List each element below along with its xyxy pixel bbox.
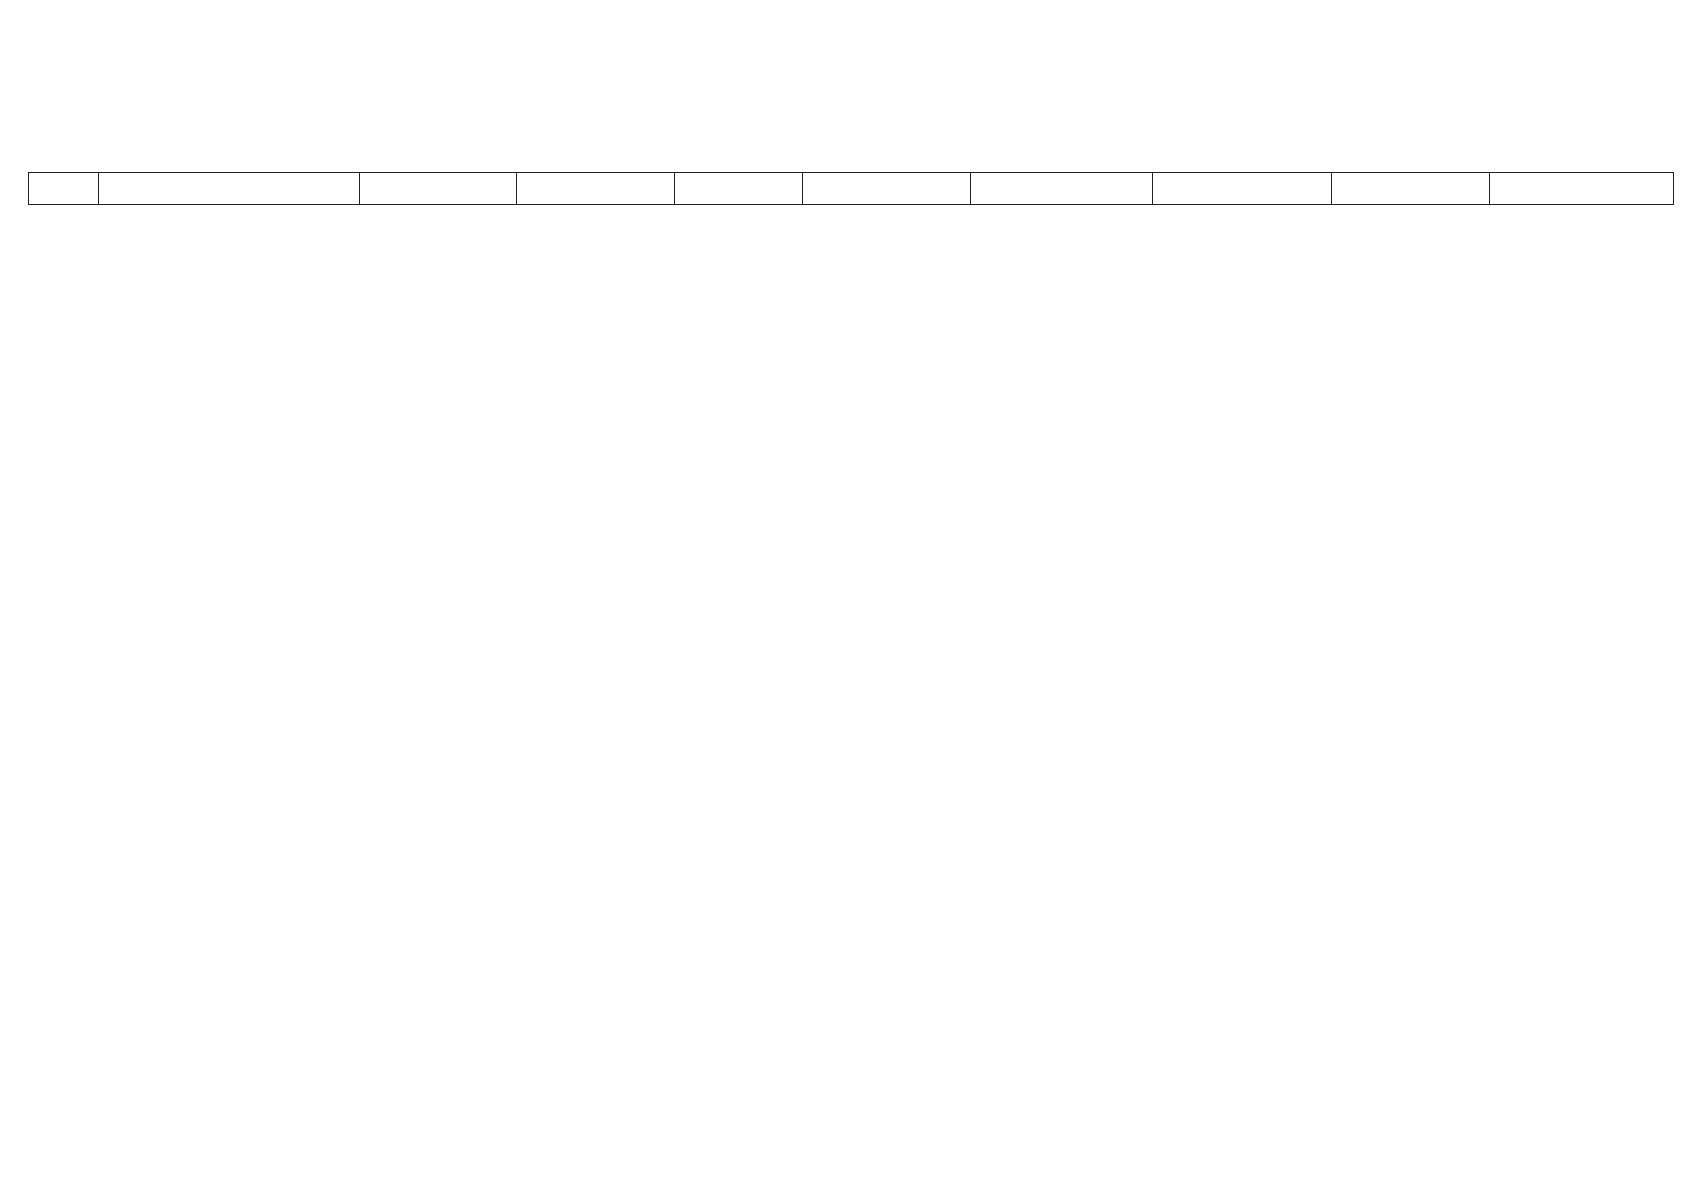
header-col-6 [803, 173, 971, 204]
header-col-3 [360, 173, 518, 204]
header-col-5 [675, 173, 803, 204]
table-header-row [28, 172, 1674, 205]
header-col-1 [29, 173, 99, 204]
header-col-2 [99, 173, 360, 204]
header-col-9 [1332, 173, 1490, 204]
header-col-8 [1153, 173, 1333, 204]
header-col-4 [517, 173, 675, 204]
header-col-7 [971, 173, 1153, 204]
header-col-10 [1490, 173, 1673, 204]
